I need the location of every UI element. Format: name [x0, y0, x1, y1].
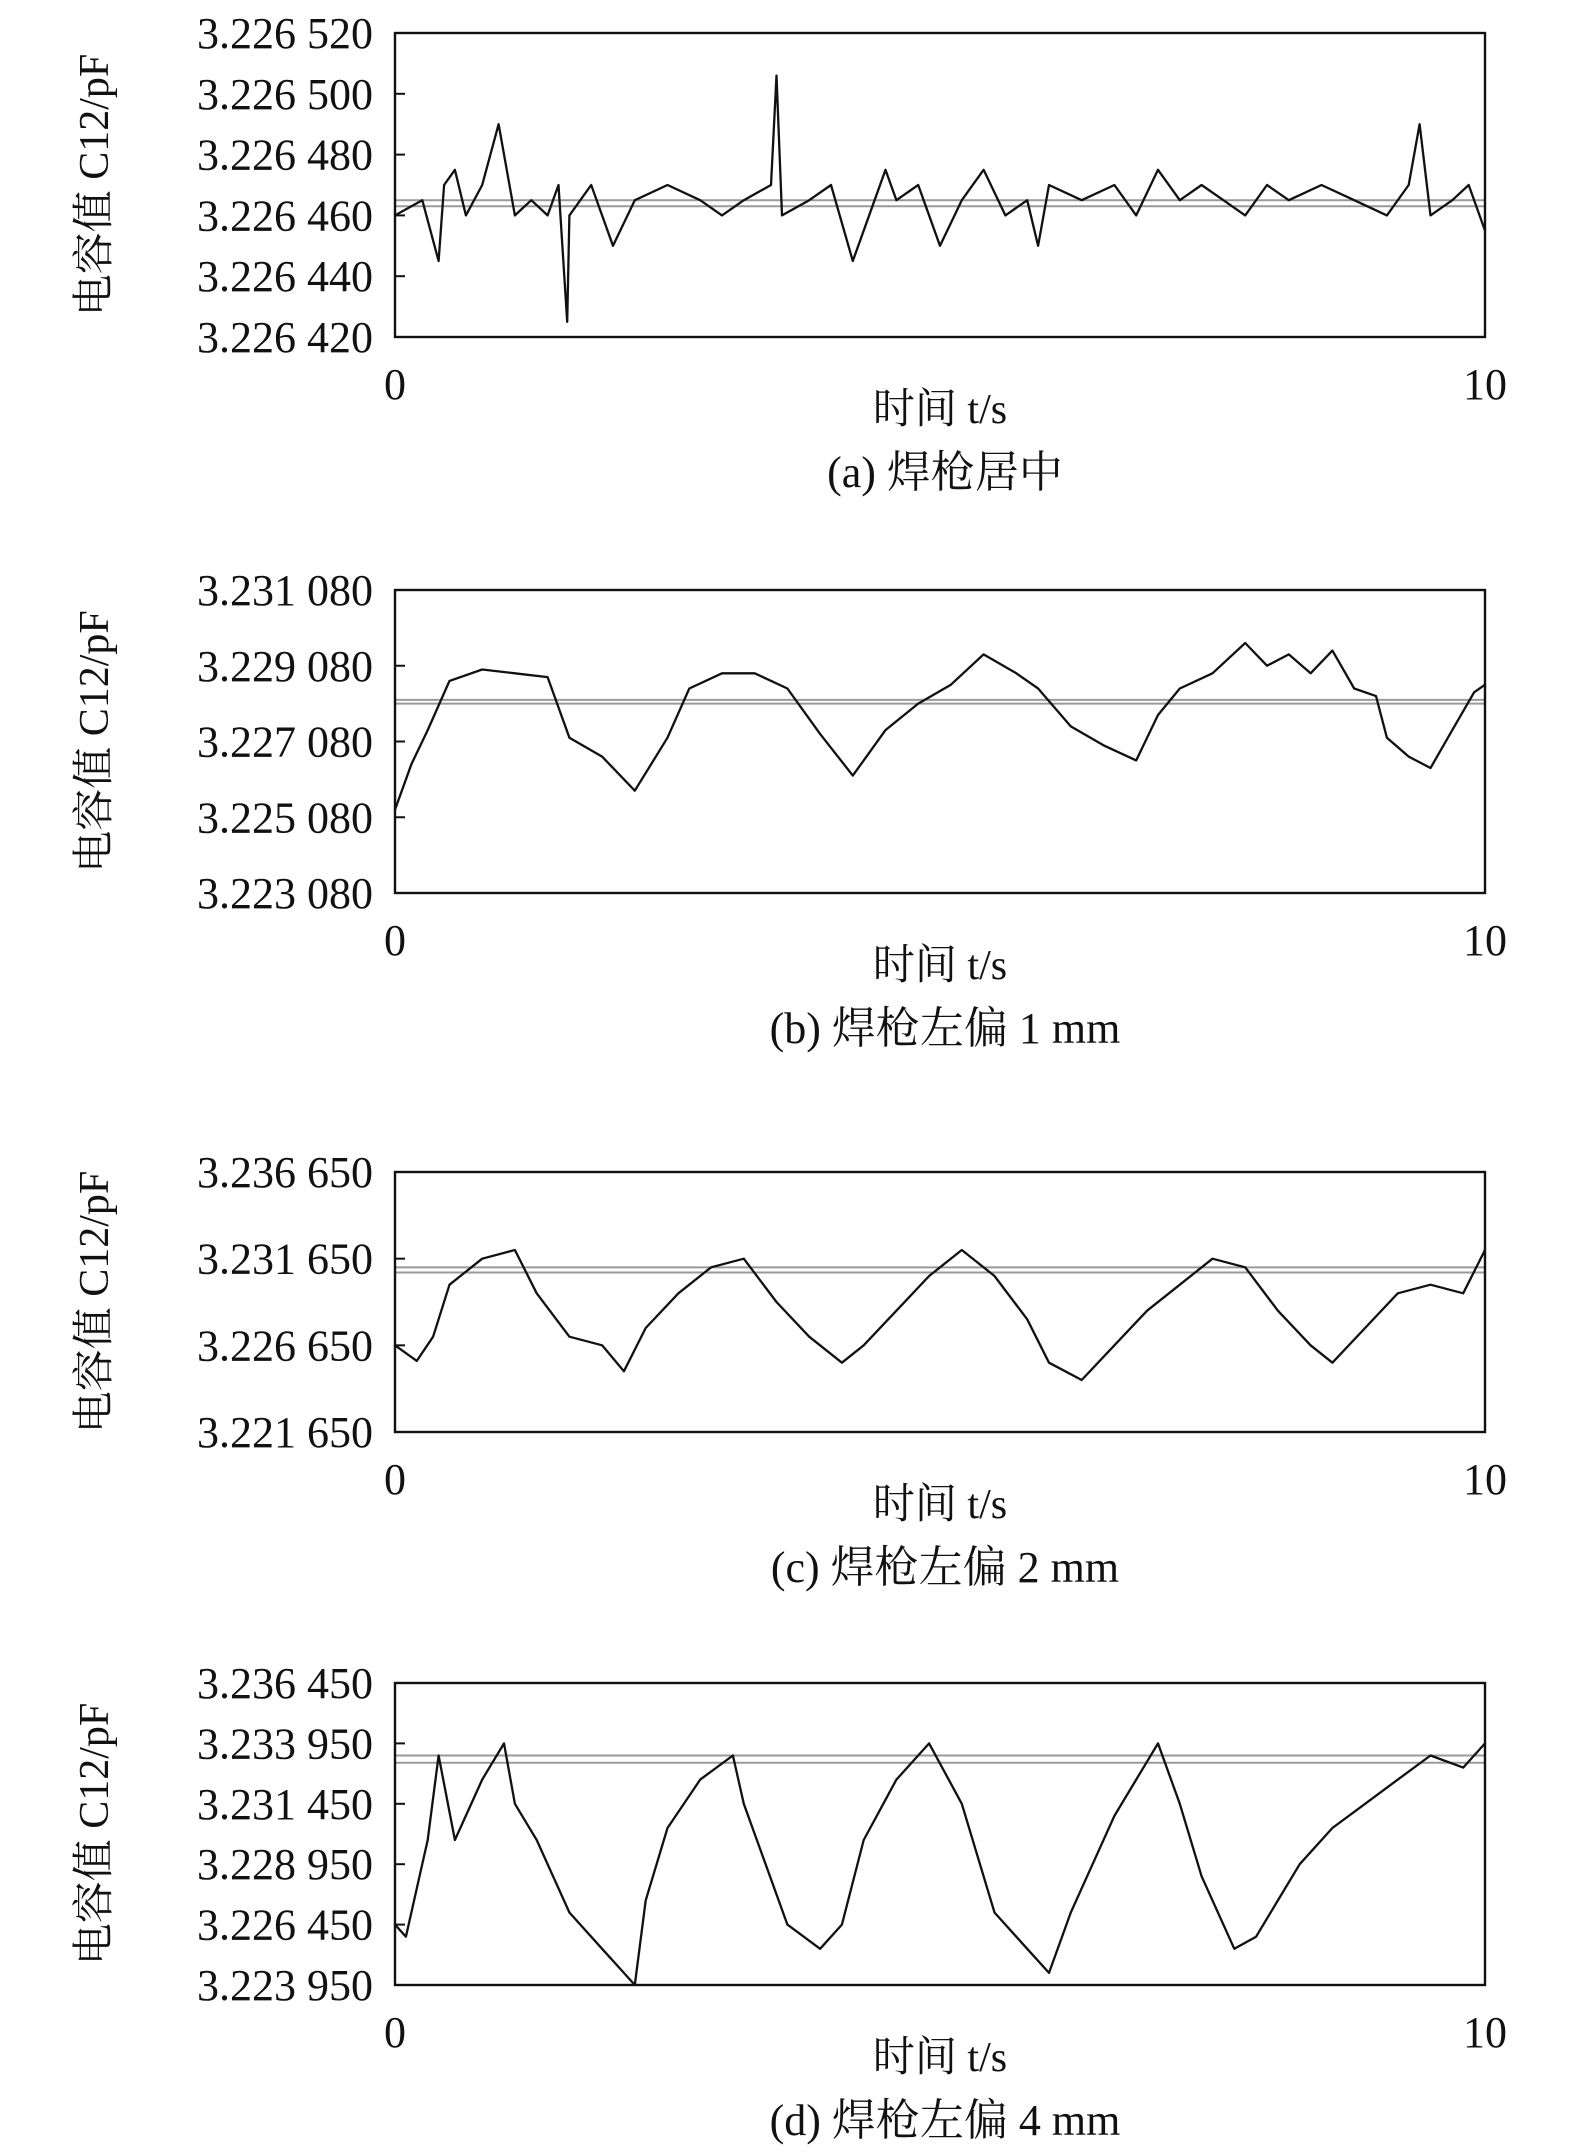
y-tick-label: 3.227 080: [197, 717, 373, 767]
y-tick-label: 3.233 950: [197, 1719, 373, 1769]
chart-panel-a: [72, 9, 1507, 497]
y-tick-label: 3.226 650: [197, 1321, 373, 1371]
y-tick-label: 3.221 650: [197, 1408, 373, 1457]
y-tick-label: 3.226 440: [197, 252, 373, 302]
x-tick-label: 0: [384, 2008, 406, 2057]
y-tick-label: 3.231 650: [197, 1234, 373, 1284]
x-axis-title: 时间 t/s: [872, 2035, 1008, 2081]
y-tick-label: 3.229 080: [197, 641, 373, 691]
x-tick-label: 10: [1463, 1455, 1507, 1504]
series-line: [395, 643, 1485, 810]
y-tick-label: 3.226 420: [197, 313, 373, 362]
chart-panel-b: [72, 566, 1507, 1053]
y-tick-label: 3.226 480: [197, 130, 373, 180]
chart-panel-c: [72, 1148, 1507, 1592]
y-tick-label: 3.225 080: [197, 793, 373, 843]
x-axis-title: 时间 t/s: [872, 387, 1008, 433]
x-axis-title: 时间 t/s: [872, 1482, 1008, 1528]
panel-caption: (b) 焊枪左偏 1 mm: [769, 1004, 1121, 1053]
chart-panel-d: [72, 1659, 1507, 2145]
y-axis-title: 电容值 C12/pF: [72, 1170, 118, 1434]
x-tick-label: 0: [384, 1455, 406, 1504]
y-axis-title: 电容值 C12/pF: [72, 610, 118, 873]
series-line: [395, 1743, 1485, 1985]
series-line: [395, 1250, 1485, 1380]
y-tick-label: 3.223 080: [197, 869, 373, 918]
x-tick-label: 10: [1463, 360, 1507, 409]
panel-caption: (d) 焊枪左偏 4 mm: [769, 2096, 1121, 2145]
plot-frame: [395, 590, 1485, 893]
y-axis-title: 电容值 C12/pF: [72, 53, 118, 317]
series-line: [395, 76, 1485, 322]
y-tick-label: 3.226 500: [197, 69, 373, 119]
y-tick-label: 3.236 650: [197, 1148, 373, 1197]
y-tick-label: 3.223 950: [197, 1961, 373, 2010]
x-tick-label: 0: [384, 916, 406, 965]
panel-caption: (a) 焊枪居中: [827, 448, 1063, 497]
panel-caption: (c) 焊枪左偏 2 mm: [770, 1543, 1120, 1592]
x-tick-label: 10: [1463, 2008, 1507, 2057]
x-tick-label: 0: [384, 360, 406, 409]
y-axis-title: 电容值 C12/pF: [72, 1702, 118, 1966]
y-tick-label: 3.231 450: [197, 1779, 373, 1829]
plot-frame: [395, 1683, 1485, 1985]
y-tick-label: 3.226 460: [197, 191, 373, 241]
y-tick-label: 3.228 950: [197, 1840, 373, 1890]
y-tick-label: 3.231 080: [197, 566, 373, 615]
plot-frame: [395, 1172, 1485, 1432]
y-tick-label: 3.226 450: [197, 1900, 373, 1950]
y-tick-label: 3.226 520: [197, 9, 373, 58]
x-axis-title: 时间 t/s: [872, 943, 1008, 989]
x-tick-label: 10: [1463, 916, 1507, 965]
y-tick-label: 3.236 450: [197, 1659, 373, 1708]
